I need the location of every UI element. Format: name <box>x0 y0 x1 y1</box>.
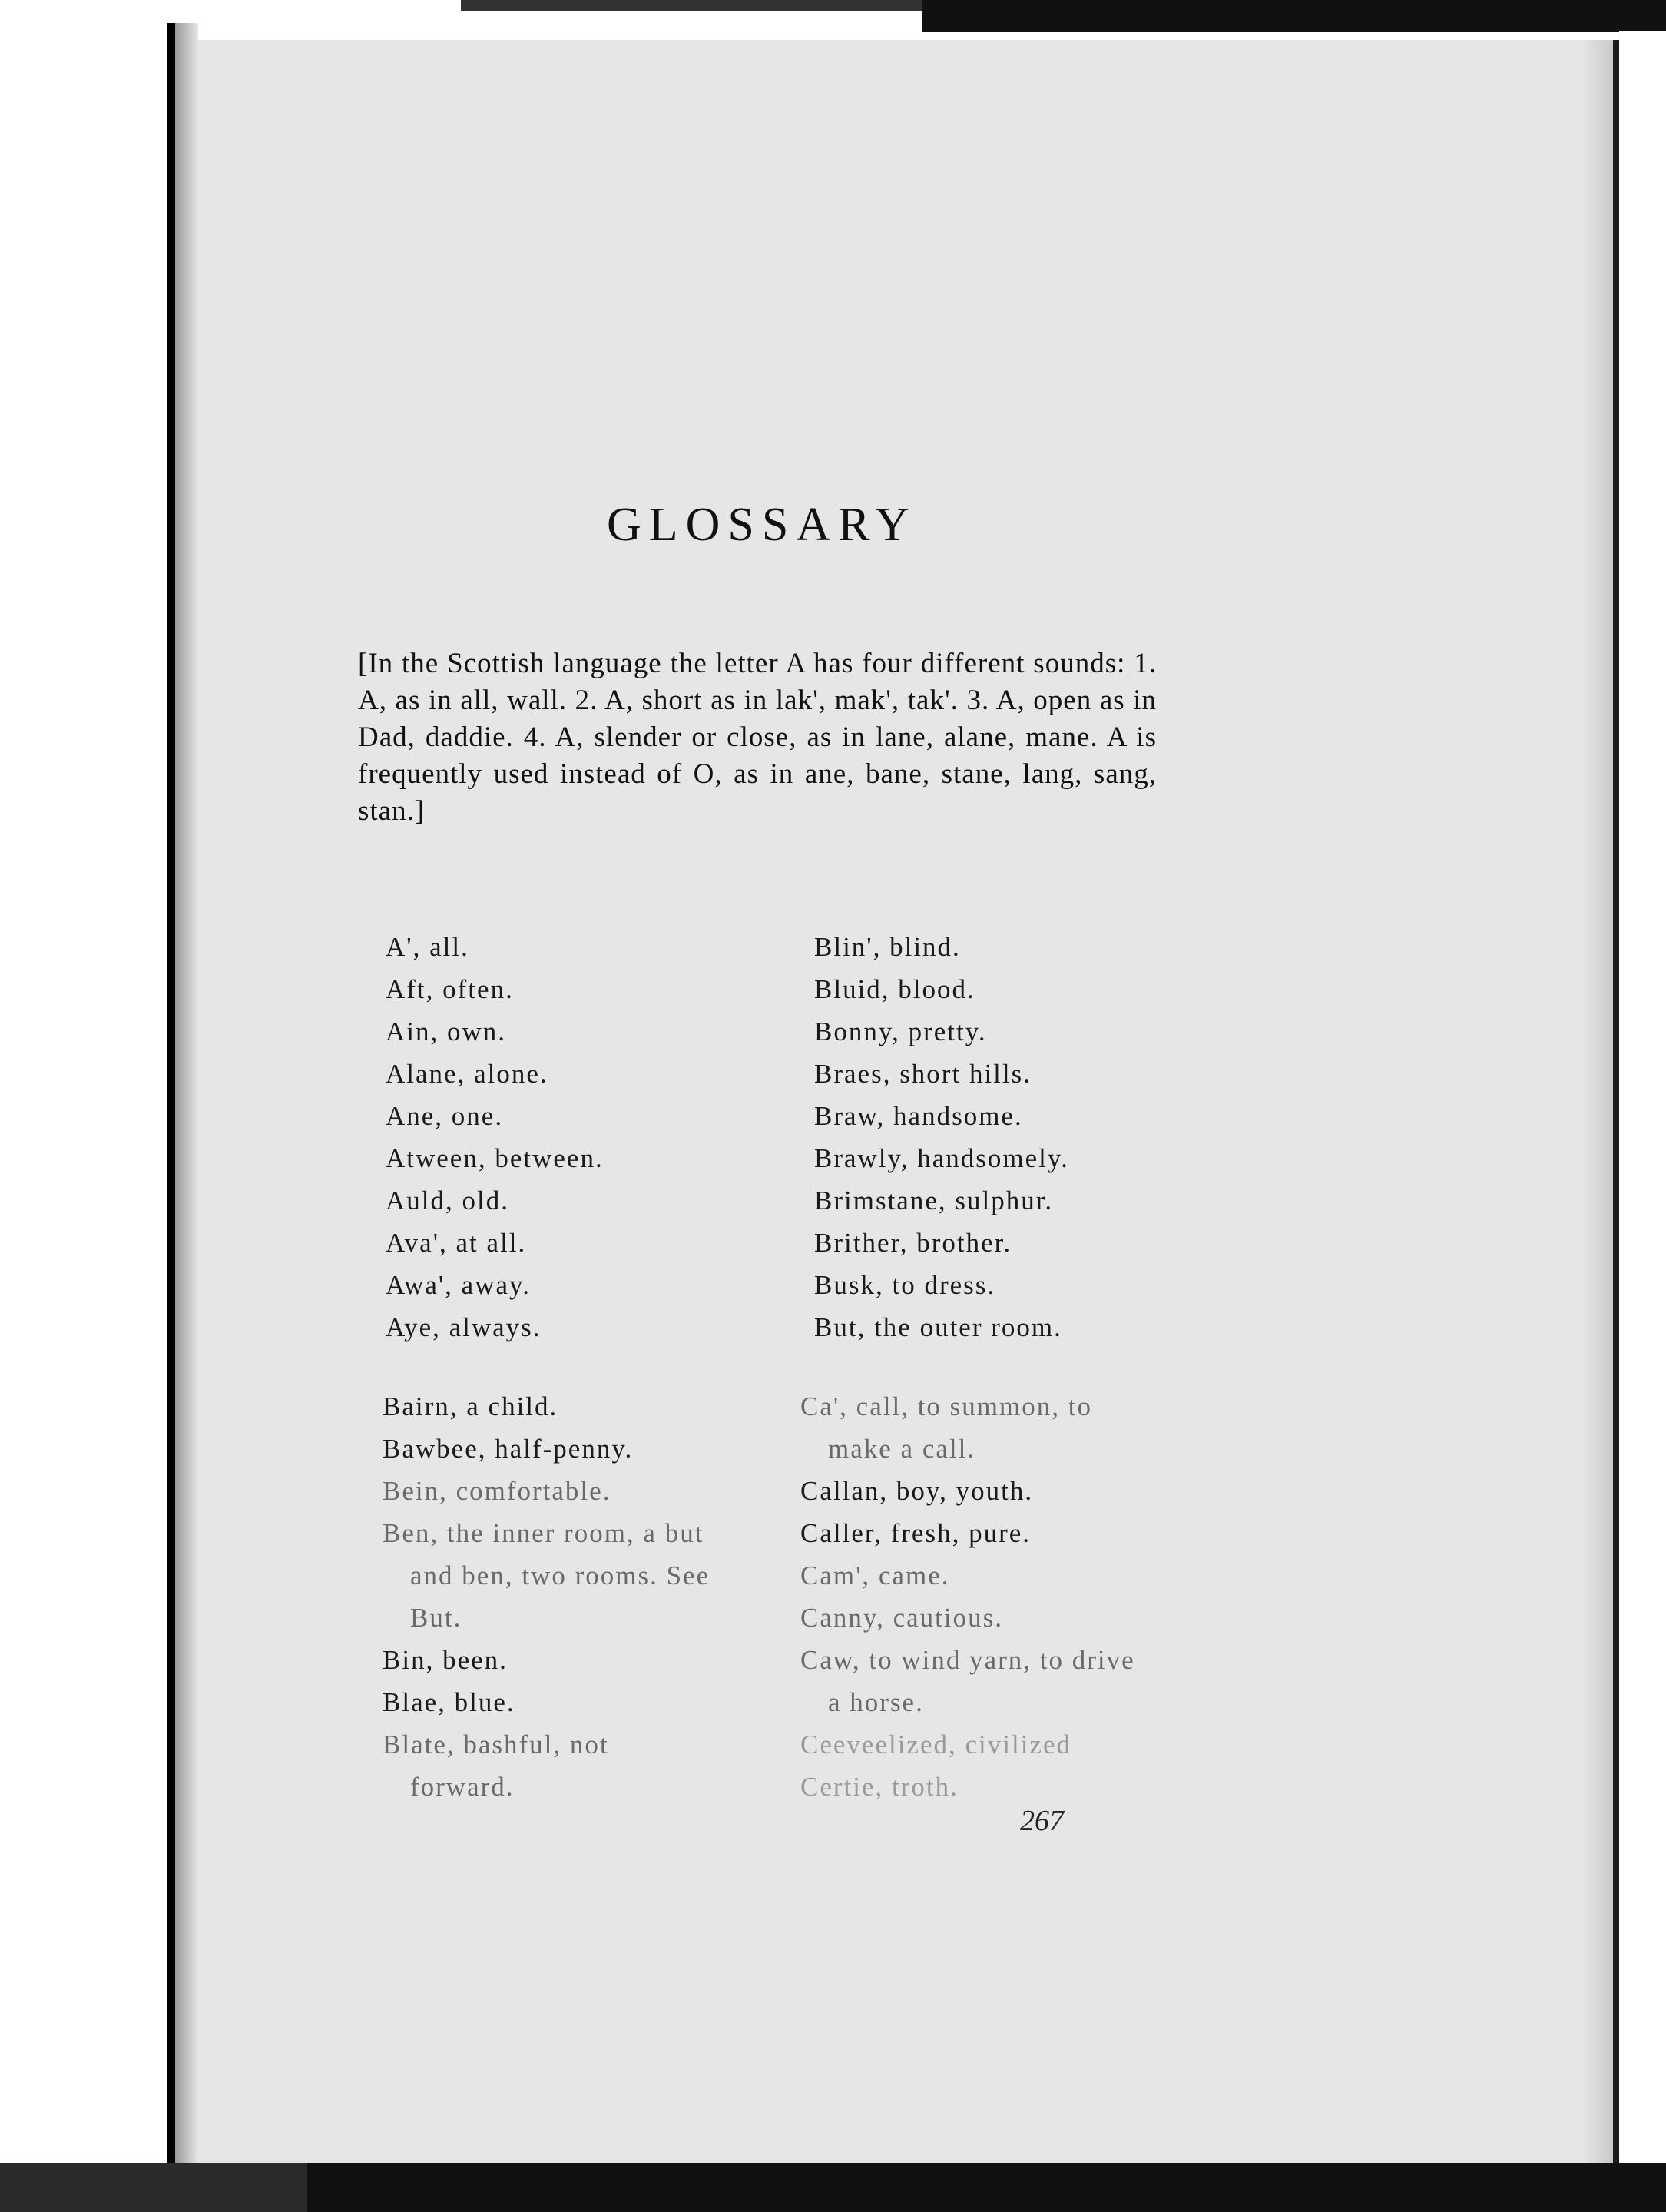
glossary-entry: Brither, brother. <box>814 1228 1012 1258</box>
glossary-entry: Alane, alone. <box>386 1059 548 1089</box>
spine-shadow <box>175 23 198 2167</box>
glossary-entry: A', all. <box>386 932 469 962</box>
scan-frame-bottom-left <box>0 2163 307 2212</box>
glossary-entry: Braes, short hills. <box>814 1059 1032 1089</box>
glossary-entry: Bin, been. <box>383 1645 508 1675</box>
glossary-column-a <box>386 926 785 1348</box>
glossary-entry: Atween, between. <box>386 1143 604 1173</box>
glossary-entry: Bonny, pretty. <box>814 1016 987 1046</box>
glossary-entry: Busk, to dress. <box>814 1270 996 1300</box>
scan-frame-top-band-left <box>461 0 922 11</box>
page-number: 267 <box>1020 1805 1064 1837</box>
glossary-entry: Braw, handsome. <box>814 1101 1023 1131</box>
glossary-entry: Ava', at all. <box>386 1228 527 1258</box>
glossary-entry: Blae, blue. <box>383 1687 515 1717</box>
glossary-entry: Canny, cautious. <box>800 1603 1003 1633</box>
glossary-entry: Bawbee, half-penny. <box>383 1434 634 1464</box>
glossary-entry: Aye, always. <box>386 1312 542 1342</box>
page-edge-shadow <box>1582 40 1613 2172</box>
glossary-entry: Certie, troth. <box>800 1772 959 1802</box>
glossary-entry: Auld, old. <box>386 1186 509 1215</box>
glossary-entry: Ben, the inner room, a but and ben, two rooms. See But. <box>383 1518 710 1633</box>
glossary-entry: Ane, one. <box>386 1101 504 1131</box>
glossary-entry: Bairn, a child. <box>383 1391 558 1421</box>
glossary-entry: Blate, bashful, not forward. <box>383 1729 609 1802</box>
glossary-entry: Bein, comfortable. <box>383 1476 611 1506</box>
glossary-entry: Ain, own. <box>386 1016 507 1046</box>
glossary-entry: Aft, often. <box>386 974 514 1004</box>
glossary-entry: Blin', blind. <box>814 932 961 962</box>
glossary-entry: Caller, fresh, pure. <box>800 1518 1032 1548</box>
glossary-entry: Caw, to wind yarn, to drive a horse. <box>800 1645 1135 1717</box>
glossary-entry: Ceeveelized, civilized <box>800 1729 1072 1759</box>
glossary-column-d <box>800 1385 1154 1808</box>
glossary-entry: Brawly, handsomely. <box>814 1143 1069 1173</box>
page-title: GLOSSARY <box>607 499 917 551</box>
glossary-intro: [In the Scottish language the letter A has four different sounds: 1. A, as in all, wall. 2. A, short as in lak', mak', tak'. 3. A, open as in Dad, daddie. 4. A, slender or close, as in lane, alane, mane. A is frequently used instead of O, as in ane, bane, stane, lang, sang, stan.] <box>358 648 1157 827</box>
glossary-entry: Ca', call, to summon, to make a call. <box>800 1391 1092 1464</box>
scan-frame-right <box>1619 31 1666 2167</box>
glossary-column-b <box>814 926 1198 1348</box>
glossary-entry: But, the outer room. <box>814 1312 1062 1342</box>
glossary-column-c <box>383 1385 720 1808</box>
glossary-entry: Brimstane, sulphur. <box>814 1186 1054 1215</box>
scan-frame-top-band <box>922 0 1666 32</box>
glossary-entry: Awa', away. <box>386 1270 532 1300</box>
glossary-entry: Callan, boy, youth. <box>800 1476 1034 1506</box>
glossary-entry: Cam', came. <box>800 1560 950 1590</box>
glossary-entry: Bluid, blood. <box>814 974 975 1004</box>
book-spine <box>167 23 175 2167</box>
